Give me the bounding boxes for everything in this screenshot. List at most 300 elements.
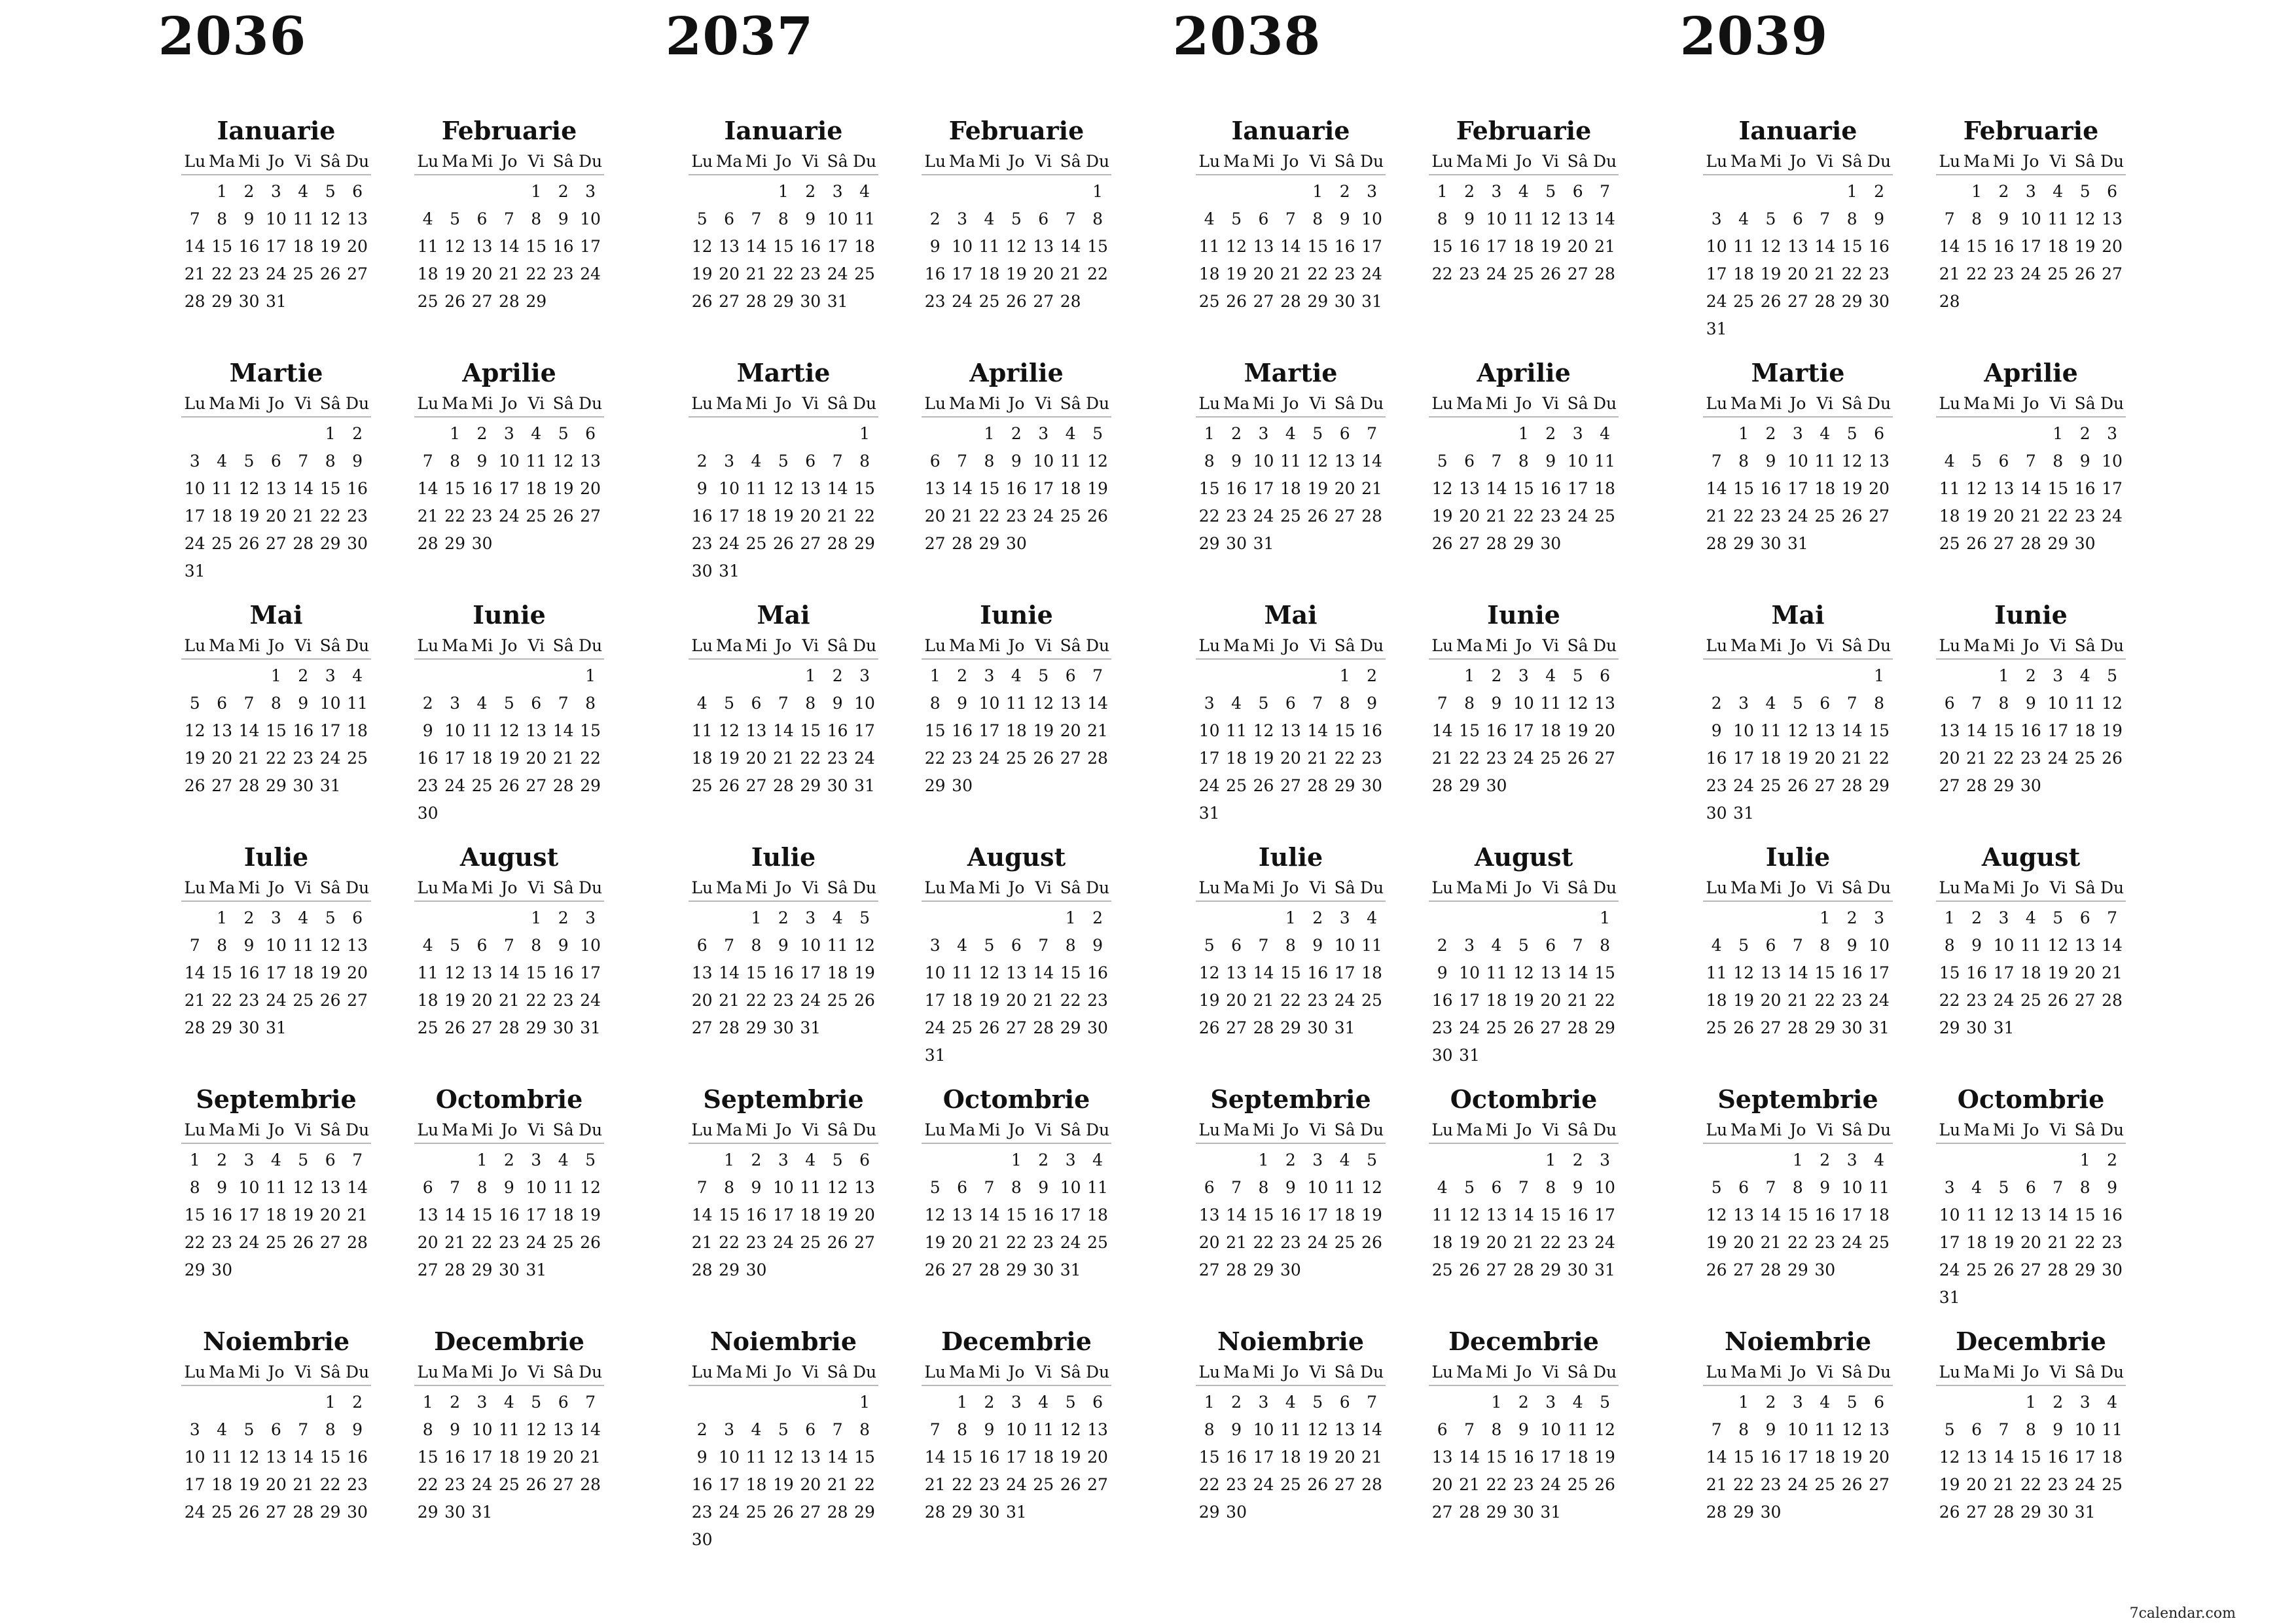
day-cell: [181, 178, 208, 205]
week-row: [1936, 717, 2126, 745]
day-cell: 15: [444, 479, 465, 498]
day-cell: [550, 1257, 577, 1284]
day-cell: 2: [1285, 1150, 1296, 1169]
month-name: Octombrie: [1957, 1084, 2105, 1114]
month-name: Iulie: [1258, 842, 1323, 872]
weekday-label: Jo: [1515, 636, 1532, 655]
day-cell: 6: [1464, 452, 1475, 471]
weekday-label: Vi: [295, 1120, 312, 1139]
day-cell: 25: [552, 1233, 574, 1252]
day-cell: 25: [1486, 1018, 1507, 1037]
weekday-label: Lu: [691, 152, 713, 171]
month-aprilie-2039: [1936, 353, 2126, 558]
day-cell: [1812, 315, 1839, 343]
weekday-label: Mi: [471, 1120, 493, 1139]
day-cell: 31: [526, 1260, 547, 1279]
day-cell: 15: [1814, 963, 1836, 982]
day-cell: 11: [1594, 452, 1615, 471]
day-cell: 11: [745, 479, 767, 498]
weekday-header: [181, 633, 371, 660]
day-cell: 27: [952, 1260, 973, 1279]
day-cell: [689, 420, 715, 448]
day-cell: 17: [827, 237, 848, 256]
day-cell: 29: [2020, 1503, 2041, 1522]
day-cell: 12: [498, 721, 520, 740]
day-cell: [1250, 178, 1277, 205]
week-row: [689, 959, 878, 987]
day-cell: 25: [417, 292, 439, 311]
month-ianuarie-2037: [689, 111, 878, 315]
day-cell: [1057, 1499, 1084, 1526]
week-row: [1703, 420, 1893, 448]
day-cell: [1730, 1147, 1757, 1174]
weekday-label: Sâ: [1334, 878, 1355, 897]
week-row: [922, 503, 1111, 530]
day-cell: 18: [1005, 721, 1027, 740]
week-row: [414, 205, 604, 233]
day-cell: [1277, 800, 1304, 827]
week-row: [1196, 1147, 1386, 1174]
day-cell: 13: [1334, 1420, 1355, 1439]
day-cell: 20: [1334, 1448, 1355, 1467]
week-row: [181, 932, 371, 959]
day-cell: 22: [211, 264, 232, 283]
day-cell: [290, 288, 317, 315]
day-cell: [2098, 288, 2125, 315]
day-cell: 10: [1334, 936, 1355, 955]
week-row: [1703, 959, 1893, 987]
week-row: [922, 475, 1111, 503]
weekday-label: Lu: [1431, 636, 1454, 655]
weekday-label: Vi: [2049, 152, 2067, 171]
week-row: [1703, 772, 1893, 800]
day-cell: 8: [422, 1420, 433, 1439]
day-cell: 25: [1033, 1475, 1054, 1494]
weekday-label: Mi: [471, 394, 493, 413]
day-cell: 15: [319, 479, 341, 498]
week-row: [181, 717, 371, 745]
day-cell: 24: [1060, 1233, 1081, 1252]
day-cell: 2: [1231, 1393, 1242, 1412]
month-septembrie-2039: [1703, 1080, 1893, 1284]
day-cell: 27: [1869, 1475, 1890, 1494]
day-cell: 18: [952, 991, 973, 1010]
day-cell: 3: [724, 1420, 735, 1439]
day-cell: 8: [217, 936, 228, 955]
day-cell: 27: [854, 1233, 875, 1252]
day-cell: 17: [1567, 479, 1588, 498]
day-cell: [1564, 904, 1591, 932]
day-cell: 26: [1307, 507, 1329, 526]
weekday-label: Jo: [1515, 1120, 1532, 1139]
day-cell: [1250, 1499, 1277, 1526]
day-cell: 3: [585, 908, 596, 927]
day-cell: [1277, 178, 1304, 205]
day-cell: [1963, 1147, 1990, 1174]
weekday-label: Du: [1592, 152, 1617, 171]
weekday-label: Sâ: [1567, 152, 1588, 171]
day-cell: 16: [1486, 721, 1507, 740]
month-name: Aprilie: [1984, 358, 2078, 387]
week-row: [1196, 1416, 1386, 1444]
month-octombrie-2038: [1429, 1080, 1619, 1284]
day-cell: 29: [1814, 1018, 1836, 1037]
day-cell: 27: [1594, 749, 1615, 768]
day-cell: 31: [1005, 1503, 1027, 1522]
day-cell: 23: [1993, 264, 2015, 283]
day-cell: 3: [1998, 908, 2009, 927]
week-row: [414, 1014, 604, 1042]
day-cell: 15: [952, 1448, 973, 1467]
weekday-label: Vi: [1542, 152, 1560, 171]
day-cell: 12: [580, 1178, 601, 1197]
day-cell: 31: [1787, 534, 1808, 553]
day-cell: 25: [1814, 1475, 1836, 1494]
day-cell: [1865, 315, 1892, 343]
weekday-label: Du: [852, 878, 877, 897]
weekday-label: Jo: [1515, 394, 1532, 413]
weekday-label: Jo: [1008, 1363, 1025, 1382]
day-cell: 13: [2074, 936, 2096, 955]
day-cell: 2: [558, 182, 569, 201]
day-cell: 15: [1869, 721, 1890, 740]
weekday-label: Sâ: [1841, 636, 1863, 655]
day-cell: 22: [1334, 749, 1355, 768]
day-cell: [1703, 1389, 1730, 1416]
day-cell: 31: [580, 1018, 601, 1037]
weekday-label: Lu: [1431, 394, 1454, 413]
day-cell: 24: [1198, 776, 1220, 795]
day-cell: [715, 904, 742, 932]
day-cell: 25: [1226, 776, 1247, 795]
day-cell: [1358, 1257, 1385, 1284]
day-cell: 28: [1814, 292, 1836, 311]
weekday-label: Lu: [924, 1363, 946, 1382]
weekday-label: Vi: [528, 152, 545, 171]
day-cell: 2: [957, 666, 968, 685]
day-cell: [1250, 904, 1277, 932]
day-cell: 17: [1787, 479, 1808, 498]
day-cell: 18: [1087, 1205, 1108, 1224]
day-cell: 26: [1459, 1260, 1480, 1279]
day-cell: 3: [189, 452, 200, 471]
day-cell: 31: [827, 292, 848, 311]
week-row: [1936, 205, 2126, 233]
day-cell: 20: [1567, 237, 1588, 256]
day-cell: 19: [1966, 507, 1987, 526]
day-cell: 11: [1226, 721, 1247, 740]
day-cell: 21: [978, 1233, 1000, 1252]
day-cell: 13: [1087, 1420, 1108, 1439]
weekday-label: Ma: [1223, 1120, 1250, 1139]
day-cell: 28: [1841, 776, 1863, 795]
day-cell: [1196, 178, 1223, 205]
day-cell: 14: [719, 963, 740, 982]
day-cell: 15: [2074, 1205, 2096, 1224]
week-row: [1429, 1416, 1619, 1444]
day-cell: 31: [924, 1046, 946, 1065]
week-row: [1196, 233, 1386, 260]
day-cell: 28: [1253, 1018, 1274, 1037]
day-cell: 1: [1437, 182, 1448, 201]
week-row: [689, 662, 878, 690]
day-cell: 21: [827, 1475, 848, 1494]
day-cell: 17: [1939, 1233, 1960, 1252]
day-cell: 24: [1540, 1475, 1562, 1494]
day-cell: 13: [1760, 963, 1782, 982]
week-row: [1429, 772, 1619, 800]
day-cell: 26: [854, 991, 875, 1010]
weekday-label: Du: [1359, 1120, 1384, 1139]
week-row: [1429, 1471, 1619, 1499]
week-row: [1429, 233, 1619, 260]
day-cell: 22: [265, 749, 287, 768]
day-cell: 21: [1993, 1475, 2015, 1494]
day-cell: 29: [1939, 1018, 1960, 1037]
day-cell: 23: [745, 1233, 767, 1252]
week-row: [1936, 1444, 2126, 1471]
day-cell: 13: [1334, 452, 1355, 471]
day-cell: [181, 1389, 208, 1416]
day-cell: 9: [696, 479, 708, 498]
day-cell: 3: [1874, 908, 1884, 927]
day-cell: 27: [1334, 1475, 1355, 1494]
day-cell: 22: [1087, 264, 1108, 283]
week-row: [1429, 904, 1619, 932]
day-cell: 21: [1486, 507, 1507, 526]
day-cell: [1591, 1042, 1618, 1069]
day-cell: 19: [1787, 749, 1808, 768]
day-cell: 16: [827, 721, 848, 740]
day-cell: 1: [957, 1393, 968, 1412]
month-name: Iunie: [980, 600, 1053, 630]
day-cell: 24: [719, 1503, 740, 1522]
day-cell: 12: [1431, 479, 1453, 498]
day-cell: 3: [832, 182, 843, 201]
day-cell: 4: [422, 936, 433, 955]
day-cell: [1757, 800, 1784, 827]
day-cell: 4: [2107, 1393, 2117, 1412]
weekday-label: Mi: [1252, 394, 1275, 413]
day-cell: 18: [1280, 1448, 1301, 1467]
day-cell: 14: [1361, 452, 1382, 471]
weekday-label: Mi: [1759, 878, 1782, 897]
day-cell: [824, 1526, 851, 1554]
day-cell: 13: [1540, 963, 1562, 982]
day-cell: 30: [293, 776, 314, 795]
day-cell: 29: [1253, 1260, 1274, 1279]
day-cell: 11: [1814, 452, 1836, 471]
day-cell: 24: [580, 264, 601, 283]
day-cell: 10: [1567, 452, 1588, 471]
day-cell: 16: [1993, 237, 2015, 256]
day-cell: [1304, 1257, 1331, 1284]
day-cell: 2: [1092, 908, 1103, 927]
month-februarie-2036: [414, 111, 604, 315]
day-cell: 23: [772, 991, 794, 1010]
day-cell: 23: [471, 507, 493, 526]
day-cell: [1703, 662, 1730, 690]
day-cell: 18: [1814, 479, 1836, 498]
month-name: Februarie: [948, 116, 1085, 145]
day-cell: 29: [1486, 1503, 1507, 1522]
weekday-label: Du: [2100, 636, 2125, 655]
week-row: [922, 1499, 1111, 1526]
day-cell: 28: [1226, 1260, 1247, 1279]
week-row: [922, 448, 1111, 475]
day-cell: 30: [1431, 1046, 1453, 1065]
day-cell: [1223, 1147, 1249, 1174]
day-cell: [1990, 1389, 2017, 1416]
day-cell: 6: [476, 936, 488, 955]
weekday-label: Mi: [1992, 152, 2015, 171]
day-cell: 16: [1226, 479, 1247, 498]
day-cell: 5: [450, 936, 461, 955]
day-cell: 17: [1841, 1205, 1863, 1224]
week-row: [1196, 205, 1386, 233]
day-cell: [1936, 1389, 1963, 1416]
weekday-label: Du: [1359, 878, 1384, 897]
month-name: Iunie: [1487, 600, 1560, 630]
weekday-label: Du: [852, 394, 877, 413]
weekday-label: Lu: [1198, 878, 1221, 897]
day-cell: 20: [1966, 1475, 1987, 1494]
weekday-header: [181, 149, 371, 175]
day-cell: 29: [854, 1503, 875, 1522]
day-cell: [1812, 662, 1839, 690]
day-cell: 21: [924, 1475, 946, 1494]
day-cell: 19: [1760, 264, 1782, 283]
day-cell: 25: [691, 776, 713, 795]
day-cell: 3: [2025, 182, 2036, 201]
day-cell: 25: [1594, 507, 1615, 526]
day-cell: 26: [1841, 1475, 1863, 1494]
day-cell: 5: [2107, 666, 2117, 685]
day-cell: 16: [1966, 963, 1987, 982]
weekday-label: Vi: [528, 878, 545, 897]
weekday-label: Mi: [1485, 394, 1508, 413]
week-row: [181, 1229, 371, 1257]
day-cell: 18: [1060, 479, 1081, 498]
week-row: [1703, 1229, 1893, 1257]
day-cell: 19: [580, 1205, 601, 1224]
day-cell: 24: [1459, 1018, 1480, 1037]
day-cell: 29: [2074, 1260, 2096, 1279]
day-cell: 25: [1814, 507, 1836, 526]
day-cell: 22: [2047, 507, 2069, 526]
day-cell: 24: [238, 1233, 260, 1252]
weekday-header: [1936, 149, 2126, 175]
day-cell: 26: [444, 1018, 465, 1037]
day-cell: 4: [298, 182, 309, 201]
week-row: [1703, 1471, 1893, 1499]
day-cell: 14: [293, 1448, 314, 1467]
day-cell: 30: [1869, 292, 1890, 311]
day-cell: [1429, 1147, 1456, 1174]
day-cell: 11: [265, 1178, 287, 1197]
day-cell: [1963, 1389, 1990, 1416]
day-cell: [441, 178, 468, 205]
day-cell: 6: [1545, 936, 1556, 955]
day-cell: 12: [1060, 1420, 1081, 1439]
day-cell: 29: [1513, 534, 1534, 553]
day-cell: 25: [1060, 507, 1081, 526]
day-cell: 26: [580, 1233, 601, 1252]
day-cell: 25: [1513, 264, 1534, 283]
day-cell: 10: [444, 721, 465, 740]
week-row: [1936, 987, 2126, 1014]
day-cell: [441, 800, 468, 827]
day-cell: [344, 1257, 370, 1284]
day-cell: 17: [952, 264, 973, 283]
day-cell: 9: [2053, 1420, 2064, 1439]
day-cell: 27: [347, 991, 368, 1010]
day-cell: [1537, 904, 1564, 932]
day-cell: 17: [2074, 1448, 2096, 1467]
weekday-label: Du: [1867, 394, 1892, 413]
day-cell: 23: [1459, 264, 1480, 283]
day-cell: 19: [1939, 1475, 1960, 1494]
day-cell: 16: [417, 749, 439, 768]
day-cell: 5: [1204, 936, 1215, 955]
day-cell: 15: [1993, 721, 2015, 740]
day-cell: 31: [265, 292, 287, 311]
day-cell: 7: [1572, 936, 1583, 955]
weekday-label: Ma: [1730, 394, 1757, 413]
week-row: [1429, 690, 1619, 717]
week-row: [1936, 1174, 2126, 1202]
day-cell: [1331, 530, 1358, 558]
day-cell: 15: [526, 963, 547, 982]
month-name: Noiembrie: [1217, 1327, 1365, 1356]
day-cell: 22: [719, 1233, 740, 1252]
day-cell: 28: [498, 292, 520, 311]
week-row: [414, 932, 604, 959]
day-cell: 30: [471, 534, 493, 553]
weekday-label: Ma: [948, 1120, 976, 1139]
day-cell: 17: [1594, 1205, 1615, 1224]
weekday-header: [1703, 1118, 1893, 1144]
month-octombrie-2037: [922, 1080, 1111, 1284]
day-cell: 22: [1459, 749, 1480, 768]
day-cell: 29: [319, 1503, 341, 1522]
weekday-label: Vi: [295, 878, 312, 897]
day-cell: 1: [778, 182, 789, 201]
day-cell: 14: [293, 479, 314, 498]
day-cell: 15: [924, 721, 946, 740]
weekday-label: Ma: [208, 636, 236, 655]
day-cell: 25: [211, 1503, 232, 1522]
day-cell: [550, 800, 577, 827]
day-cell: [770, 420, 797, 448]
day-cell: 24: [1513, 749, 1534, 768]
day-cell: 28: [1787, 1018, 1808, 1037]
day-cell: 10: [580, 209, 601, 228]
day-cell: 11: [211, 479, 232, 498]
weekday-label: Jo: [501, 636, 518, 655]
week-row: [1429, 1014, 1619, 1042]
day-cell: 5: [1231, 209, 1242, 228]
day-cell: 25: [1431, 1260, 1453, 1279]
week-row: [1703, 987, 1893, 1014]
day-cell: 30: [2047, 1503, 2069, 1522]
day-cell: 24: [2102, 507, 2123, 526]
day-cell: 8: [1846, 209, 1857, 228]
day-cell: 7: [298, 1420, 309, 1439]
day-cell: 19: [1594, 1448, 1615, 1467]
day-cell: 5: [1038, 666, 1049, 685]
week-row: [1196, 772, 1386, 800]
